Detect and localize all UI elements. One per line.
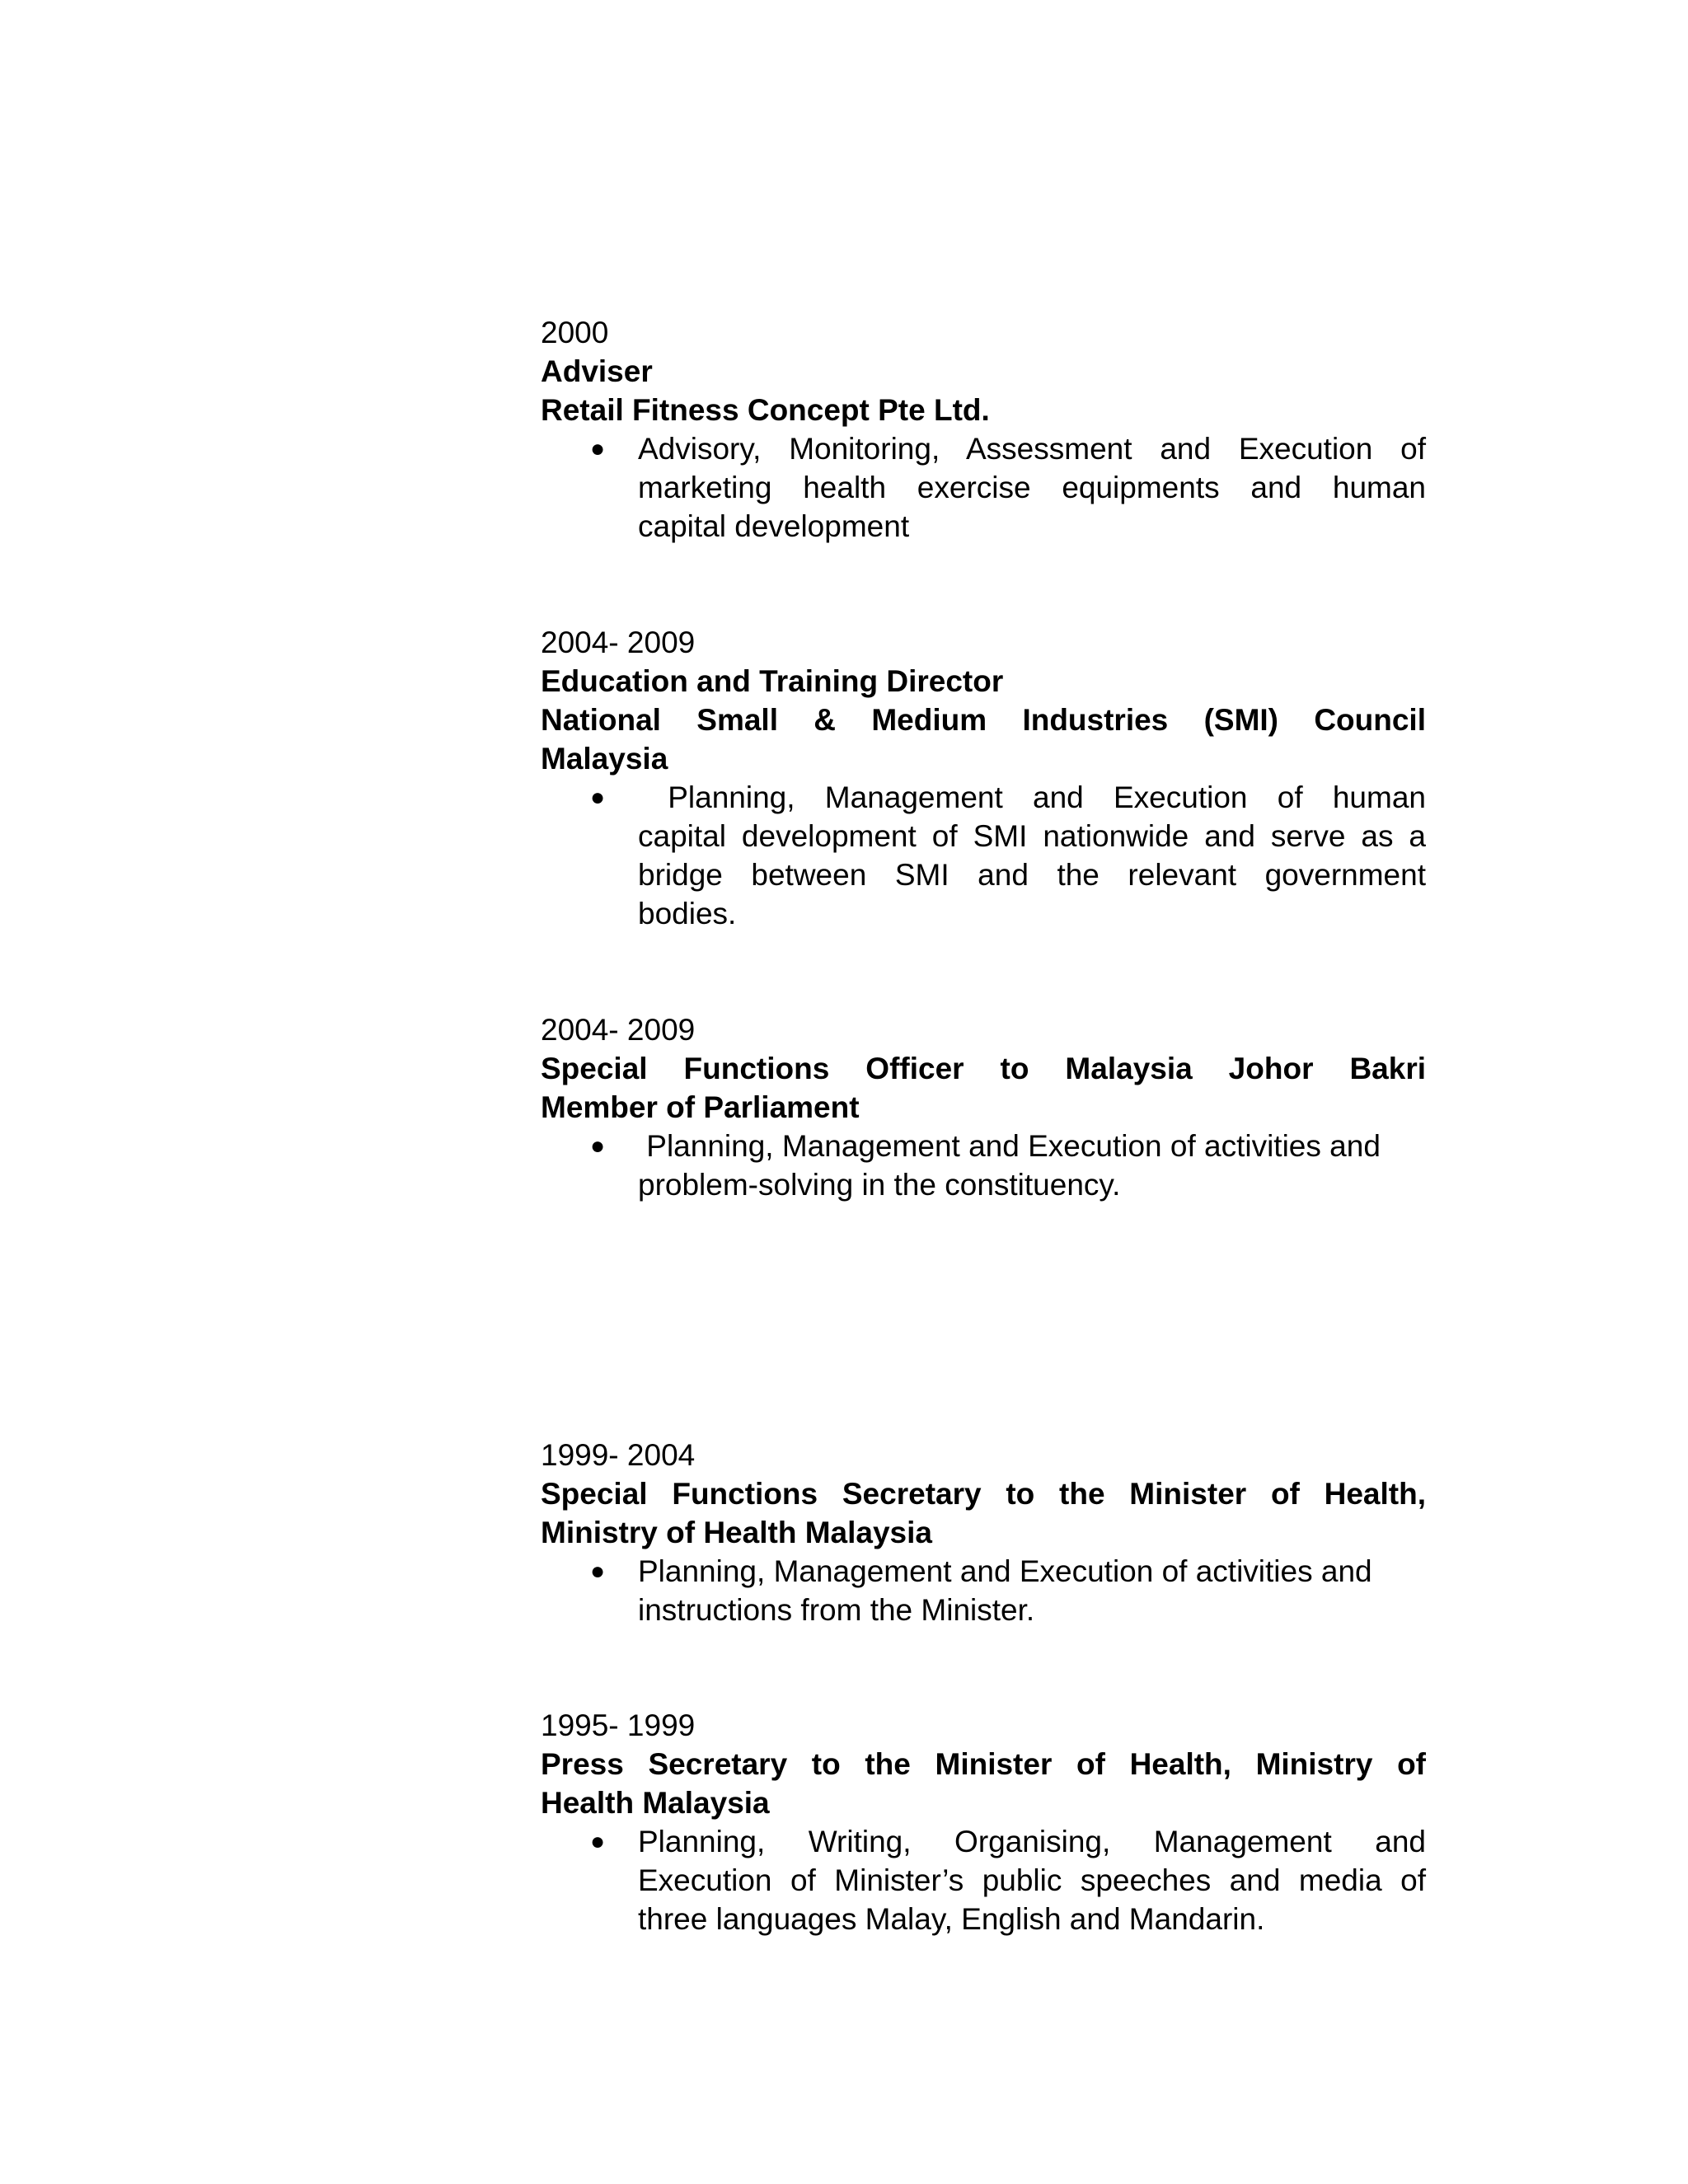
entry-period: 1995- 1999 [541,1708,696,1742]
experience-entry-adviser [541,313,1426,546]
entry-title: Member of Parliament [541,1090,860,1124]
bullet-line: Planning, Management and Execution of activities and [638,1554,1372,1588]
entry-title: Education and Training Director [541,664,1004,698]
entry-period: 2004- 2009 [541,1013,696,1047]
experience-entry-press-secretary [541,1706,1426,1938]
entry-title: Press Secretary to the Minister of Health, Ministry of [541,1747,1426,1781]
entry-period: 2004- 2009 [541,626,696,659]
entry-title: Ministry of Health Malaysia [541,1516,932,1549]
entry-period: 1999- 2004 [541,1438,696,1472]
experience-entry-special-functions-officer [541,1010,1426,1204]
entry-organization: Malaysia [541,742,668,776]
bullet-icon: ● [590,784,606,811]
entry-bullet [541,778,1426,933]
bullet-icon: ● [590,1132,606,1160]
bullet-line: capital development of SMI nationwide and serve as a [638,819,1426,853]
bullet-line: bridge between SMI and the relevant government [638,858,1426,892]
entry-bullet [541,1552,1426,1629]
bullet-icon: ● [590,1828,606,1855]
entry-period: 2000 [541,316,609,349]
bullet-icon: ● [590,435,606,462]
bullet-line: bodies. [638,897,737,930]
bullet-icon: ● [590,1558,606,1585]
entry-title: Special Functions Secretary to the Minister of Health, [541,1477,1426,1511]
bullet-line: problem-solving in the constituency. [638,1168,1121,1202]
entry-title: Special Functions Officer to Malaysia Johor Bakri [541,1052,1426,1085]
experience-entry-special-functions-secretary [541,1436,1426,1629]
bullet-line: Execution of Minister’s public speeches and media of [638,1863,1426,1897]
bullet-line: Advisory, Monitoring, Assessment and Execution of [638,432,1426,466]
bullet-line: instructions from the Minister. [638,1593,1035,1627]
bullet-line: marketing health exercise equipments and human [638,471,1426,504]
entry-organization: National Small & Medium Industries (SMI) Council [541,703,1426,737]
entry-organization: Retail Fitness Concept Pte Ltd. [541,393,990,427]
entry-title: Adviser [541,354,653,388]
bullet-line: three languages Malay, English and Mandarin. [638,1902,1265,1936]
experience-entry-education-director [541,623,1426,933]
entry-title: Health Malaysia [541,1786,770,1820]
entry-bullet [541,1127,1426,1204]
entry-bullet [541,429,1426,546]
bullet-line: Planning, Management and Execution of activities and [638,1129,1381,1163]
bullet-line: capital development [638,509,910,543]
bullet-line: Planning, Management and Execution of human [638,780,1426,814]
entry-bullet [541,1822,1426,1938]
bullet-line: Planning, Writing, Organising, Management and [638,1825,1426,1858]
